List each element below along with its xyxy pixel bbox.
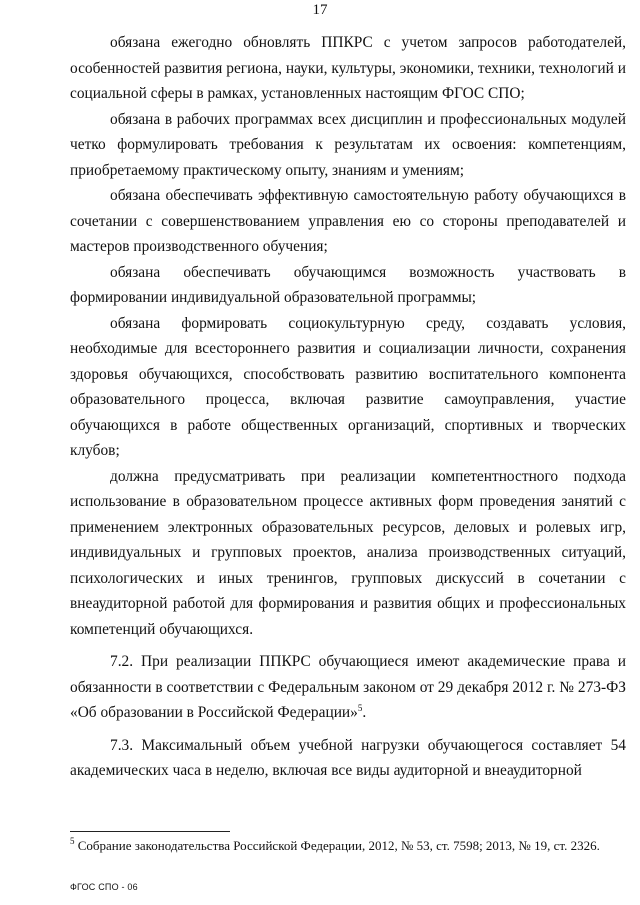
footnote-reference: 5 (357, 703, 363, 713)
paragraph: обязана в рабочих программах всех дисциплин и профессиональных модулей четко формулировать требования к результатам их освоения: компетенциям, приобретаемому практическому опыту, знаниям и умениям; (70, 110, 626, 179)
period: . (362, 704, 367, 721)
document-body (70, 30, 626, 784)
footnote-divider (70, 831, 230, 832)
paragraph: обязана формировать социокультурную среду, создавать условия, необходимые для всестороннего развития и социализации личности, сохранения здоровья обучающихся, способствовать развитию воспитательного компонента образовательного процесса, включая развитие самоуправления, участие обучающихся в работе общественных организаций, спортивных и творческих клубов; (70, 314, 626, 459)
paragraph-7-2 (70, 649, 626, 726)
paragraph: обязана ежегодно обновлять ППКРС с учетом запросов работодателей, особенностей развития региона, науки, культуры, экономики, техники, технологий и социальной сферы в рамках, установленных настоящим ФГОС СПО; (70, 34, 626, 102)
paragraph: обязана обеспечивать эффективную самостоятельную работу обучающихся в сочетании с совершенствованием управления ею со стороны преподавателей и мастеров производственного обучения; (70, 187, 626, 255)
paragraph-7-3: 7.3. Максимальный объем учебной нагрузки обучающегося составляет 54 академических часа в неделю, включая все виды аудиторной и внеаудиторной (70, 736, 626, 779)
page-number: 17 (312, 2, 328, 18)
footnote (70, 838, 626, 854)
paragraph: должна предусматривать при реализации компетентностного подхода использование в образовательном процессе активных форм проведения занятий с применением электронных образовательных ресурсов, деловых и ролевых игр, индивидуальных и групповых проектов, анализа производственных ситуаций, психологических и иных тренингов, групповых дискуссий в сочетании с внеаудиторной работой для формирования и развития общих и профессиональных компетенций обучающихся. (70, 467, 626, 638)
footer-code: ФГОС СПО - 06 (70, 882, 138, 892)
paragraph-7-2-text: 7.2. При реализации ППКРС обучающиеся имеют академические права и обязанности в соответствии с Федеральным законом от 29 декабря 2012 г. № 273-ФЗ «Об образовании в Российской Федерации» (70, 653, 626, 721)
footnote-text: Собрание законодательства Российской Федерации, 2012, № 53, ст. 7598; 2013, № 19, ст. 2326. (77, 838, 600, 853)
paragraph: обязана обеспечивать обучающимся возможность участвовать в формировании индивидуальной образовательной программы; (70, 263, 626, 306)
footnote-marker: 5 (70, 836, 75, 846)
